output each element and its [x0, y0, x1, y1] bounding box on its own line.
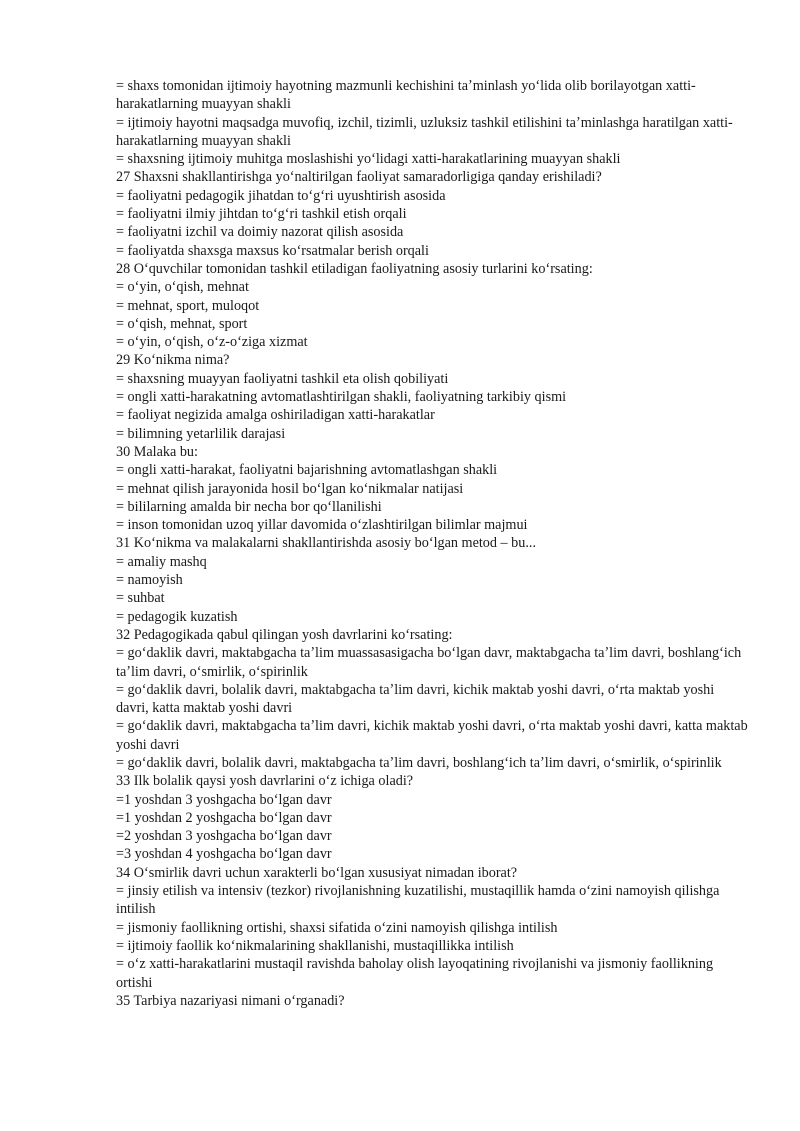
answer-option: = goʻdaklik davri, maktabgacha taʼlim muassasasigacha boʻlgan davr, maktabgacha taʼlim davri, boshlangʻich taʼlim davri, oʻsmirlik, oʻspirinlik: [116, 645, 742, 680]
answer-option: = oʻyin, oʻqish, mehnat: [116, 279, 249, 296]
answer-option: = faoliyat negizida amalga oshiriladigan xatti-harakatlar: [116, 407, 435, 424]
question-28: 28 Oʻquvchilar tomonidan tashkil etiladigan faoliyatning asosiy turlarini koʻrsating:: [116, 260, 593, 277]
answer-option: = ongli xatti-harakat, faoliyatni bajarishning avtomatlashgan shakli: [116, 462, 498, 479]
answer-option: = goʻdaklik davri, bolalik davri, maktabgacha taʼlim davri, boshlangʻich taʼlim davri, oʻsmirlik, oʻspirinlik: [116, 754, 722, 771]
answer-option: =1 yoshdan 3 yoshgacha boʻlgan davr: [116, 791, 332, 808]
answer-option: = ijtimoiy hayotni maqsadga muvofiq, izchil, tizimli, uzluksiz tashkil etilishini taʼminlashga haratilgan xatti-harakatlarning muayyan shakli: [116, 114, 733, 149]
answer-option: = goʻdaklik davri, bolalik davri, maktabgacha taʼlim davri, kichik maktab yoshi davri, oʻrta maktab yoshi davri, katta maktab yoshi davri: [116, 681, 715, 717]
answer-option: = faoliyatni pedagogik jihatdan toʻgʻri uyushtirish asosida: [116, 187, 446, 204]
answer-option: = ijtimoiy faollik koʻnikmalarining shakllanishi, mustaqillikka intilish: [116, 937, 514, 954]
answer-option: = bililarning amalda bir necha bor qoʻllanilishi: [116, 498, 382, 515]
answer-option: = jismoniy faollikning ortishi, shaxsi sifatida oʻzini namoyish qilishga intilish: [116, 919, 558, 936]
answer-option: = oʻyin, oʻqish, oʻz-oʻziga xizmat: [116, 334, 308, 351]
answer-option: = faoliyatni ilmiy jihtdan toʻgʻri tashkil etish orqali: [116, 206, 407, 223]
question-27: 27 Shaxsni shakllantirishga yoʻnaltirilgan faoliyat samaradorligiga qanday erishiladi?: [116, 169, 602, 186]
answer-option: = goʻdaklik davri, maktabgacha taʼlim davri, kichik maktab yoshi davri, oʻrta maktab yoshi davri, katta maktab yoshi davri: [116, 718, 748, 753]
answer-option: =1 yoshdan 2 yoshgacha boʻlgan davr: [116, 809, 332, 826]
question-30: 30 Malaka bu:: [116, 443, 198, 460]
answer-option: =3 yoshdan 4 yoshgacha boʻlgan davr: [116, 846, 332, 863]
answer-option: = shaxsning ijtimoiy muhitga moslashishi yoʻlidagi xatti-harakatlarining muayyan shakli: [116, 151, 621, 168]
question-32: 32 Pedagogikada qabul qilingan yosh davrlarini koʻrsating:: [116, 626, 453, 643]
question-34: 34 Oʻsmirlik davri uchun xarakterli boʻlgan xususiyat nimadan iborat?: [116, 864, 518, 881]
answer-option: = mehnat, sport, muloqot: [116, 297, 260, 314]
answer-option: = shaxs tomonidan ijtimoiy hayotning mazmunli kechishini taʼminlash yoʻlida olib borilayotgan xatti-harakatlarning muayyan shakli: [116, 78, 696, 113]
answer-option: = pedagogik kuzatish: [116, 608, 238, 625]
answer-option: = jinsiy etilish va intensiv (tezkor) rivojlanishning kuzatilishi, mustaqillik hamda oʻzini namoyish qilishga intilish: [116, 883, 720, 918]
question-31: 31 Koʻnikma va malakalarni shakllantirishda asosiy boʻlgan metod – bu...: [116, 535, 537, 552]
question-35: 35 Tarbiya nazariyasi nimani oʻrganadi?: [116, 992, 345, 1009]
answer-option: =2 yoshdan 3 yoshgacha boʻlgan davr: [116, 828, 332, 845]
answer-option: = amaliy mashq: [116, 553, 207, 570]
answer-option: = suhbat: [116, 590, 165, 607]
answer-option: = namoyish: [116, 572, 183, 589]
answer-option: = shaxsning muayyan faoliyatni tashkil eta olish qobiliyati: [116, 370, 449, 387]
question-33: 33 Ilk bolalik qaysi yosh davrlarini oʻz ichiga oladi?: [116, 773, 414, 790]
question-29: 29 Koʻnikma nima?: [116, 352, 230, 369]
document-page: [116, 77, 750, 1010]
answer-option: = mehnat qilish jarayonida hosil boʻlgan koʻnikmalar natijasi: [116, 480, 464, 497]
answer-option: = oʻqish, mehnat, sport: [116, 315, 248, 332]
answer-option: = bilimning yetarlilik darajasi: [116, 425, 286, 442]
answer-option: = inson tomonidan uzoq yillar davomida oʻzlashtirilgan bilimlar majmui: [116, 517, 528, 534]
answer-option: = faoliyatda shaxsga maxsus koʻrsatmalar berish orqali: [116, 242, 429, 259]
answer-option: = ongli xatti-harakatning avtomatlashtirilgan shakli, faoliyatning tarkibiy qismi: [116, 389, 567, 406]
answer-option: = oʻz xatti-harakatlarini mustaqil ravishda baholay olish layoqatining rivojlanishi va jismoniy faollikning ortishi: [116, 956, 714, 991]
answer-option: = faoliyatni izchil va doimiy nazorat qilish asosida: [116, 224, 404, 241]
